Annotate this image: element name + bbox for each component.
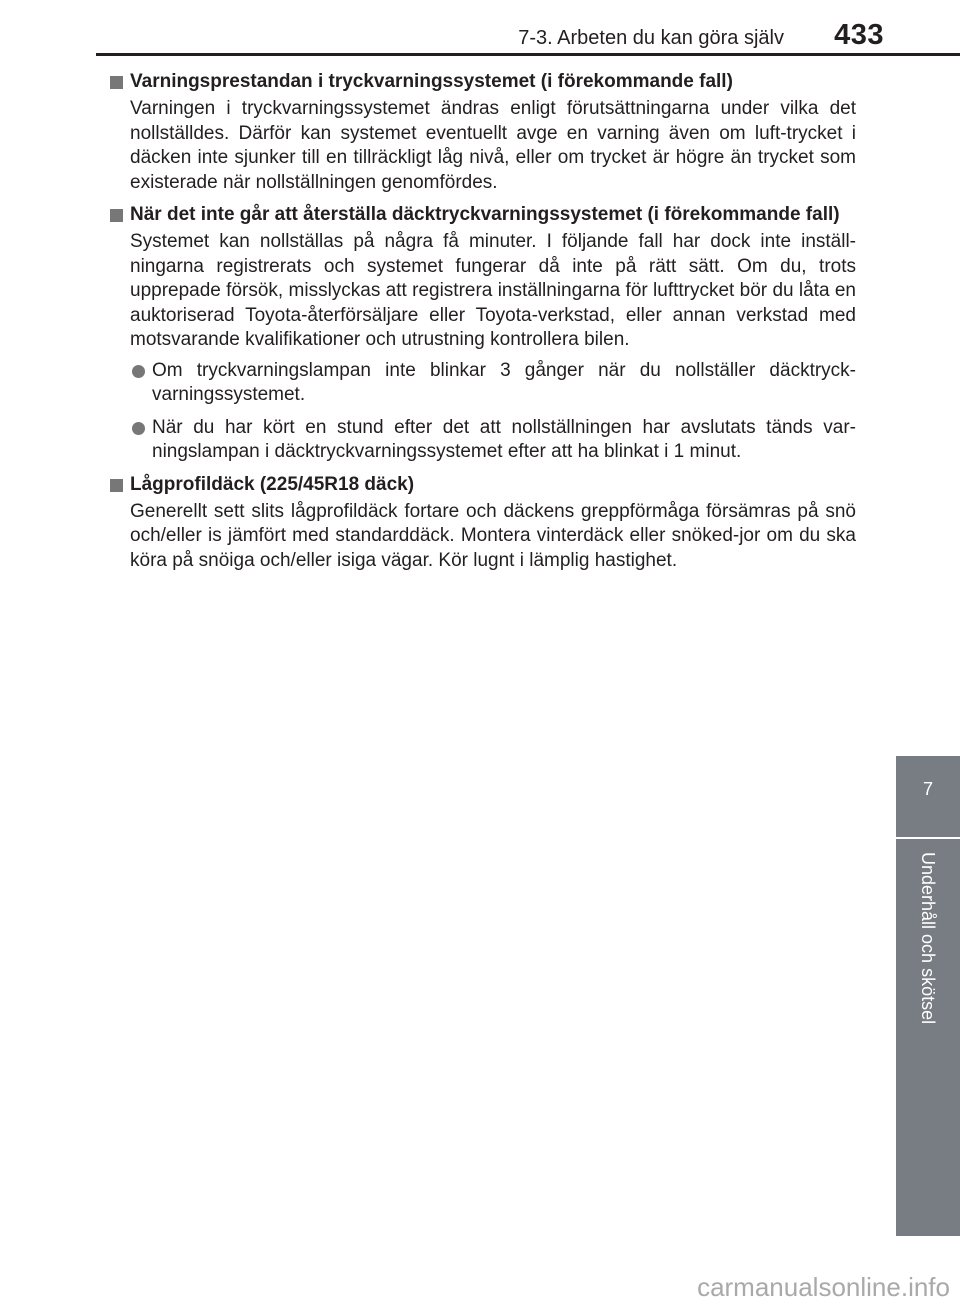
chapter-tab-divider (896, 837, 960, 839)
circle-bullet-icon (132, 365, 145, 378)
section-title: 7-3. Arbeten du kan göra själv (518, 27, 784, 49)
page-header (0, 0, 960, 60)
section-heading-text: Lågprofildäck (225/45R18 däck) (130, 473, 415, 495)
list-item (108, 359, 856, 408)
section-heading-text: När det inte går att återställa däcktryckvarningssystemet (i förekommande fall) (130, 204, 840, 225)
section-heading (108, 473, 856, 497)
chapter-number: 7 (922, 779, 933, 799)
section-paragraph: Generellt sett slits lågprofildäck fortare och däckens greppförmåga försämras på snö och/eller is jämfört med standarddäck. Montera vinterdäck eller snöked-jor om du ska köra på snöiga och/eller isiga vägar. Kör lugnt i lämplig hastighet. (130, 500, 856, 571)
circle-bullet-icon (132, 422, 145, 435)
section-warning-performance (108, 70, 856, 195)
chapter-label: Underhåll och skötsel (918, 852, 938, 1025)
square-bullet-icon (110, 76, 123, 89)
section-heading (108, 203, 856, 227)
section-reset-failure (108, 203, 856, 465)
chapter-tab[interactable] (896, 756, 960, 1236)
section-heading (108, 70, 856, 94)
page-content (108, 70, 856, 581)
square-bullet-icon (110, 209, 123, 222)
watermark: carmanualsonline.info (697, 1272, 950, 1302)
page-number: 433 (834, 19, 884, 51)
section-paragraph: Varningen i tryckvarningssystemet ändras enligt förutsättningarna under vilka det nollställdes. Därför kan systemet eventuellt avge en varning även om luft-trycket i däcken inte sjunker till en tillräckligt låg nivå, eller om trycket är högre än trycket som existerade när nollställningen genomfördes. (130, 98, 856, 193)
list-item-text: Om tryckvarningslampan inte blinkar 3 gånger när du nollställer däcktryck-varningssystemet. (152, 359, 856, 405)
square-bullet-icon (110, 479, 123, 492)
section-paragraph: Systemet kan nollställas på några få minuter. I följande fall har dock inte inställ-ningarna registrerats och systemet fungerar då inte på rätt sätt. Om du, trots upprepade försök, misslyckas att registrera inställningarna för lufttrycket bör du låta en auktoriserad Toyota-återförsäljare eller Toyota-verkstad, eller annan verkstad med motsvarande kvalifikationer och utrustning kontrollera bilen. (130, 231, 856, 350)
list-item-text: När du har kört en stund efter det att nollställningen har avslutats tänds var-ningslampan i däcktryckvarningssystemet efter att ha blinkat i 1 minut. (152, 416, 856, 462)
list-item (108, 416, 856, 465)
section-heading-text: Varningsprestandan i tryckvarningssystemet (i förekommande fall) (130, 71, 733, 92)
header-divider (96, 53, 960, 56)
section-low-profile-tires (108, 473, 856, 574)
